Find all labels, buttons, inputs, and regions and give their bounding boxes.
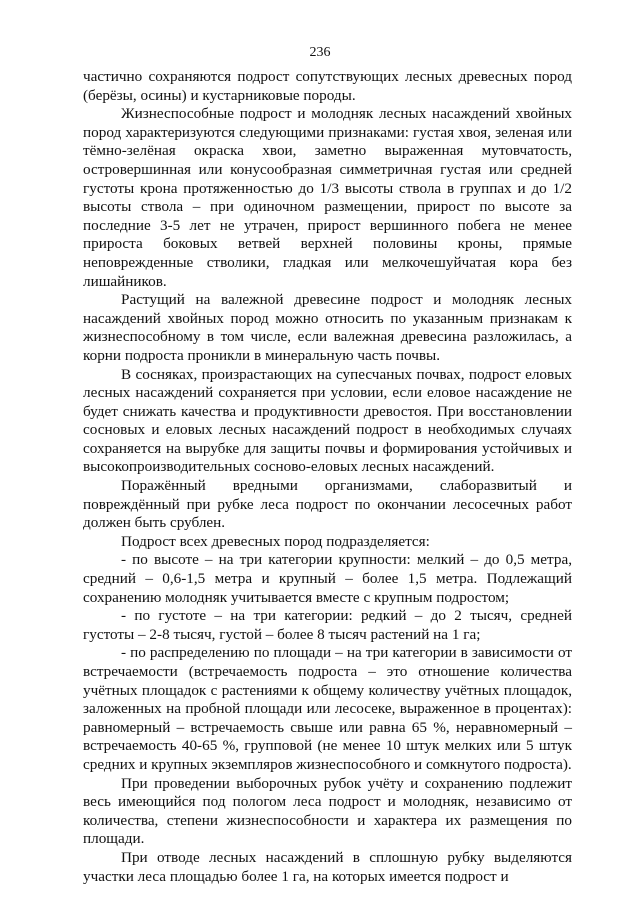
paragraph: При отводе лесных насаждений в сплошную рубку выделяются участки леса площадью более 1 га, на которых имеется подрост и (83, 848, 572, 885)
paragraph: При проведении выборочных рубок учёту и сохранению подлежит весь имеющийся под пологом леса подрост и молодняк, независимо от количества, степени жизнеспособности и характера их размещения по площади. (83, 774, 572, 848)
paragraph: Поражённый вредными организмами, слаборазвитый и повреждённый при рубке леса подрост по окончании лесосечных работ должен быть срублен. (83, 477, 572, 532)
body-text (83, 68, 572, 886)
list-item-paragraph: - по густоте – на три категории: редкий – до 2 тысяч, средней густоты – 2-8 тысяч, густой – более 8 тысяч растений на 1 га; (83, 607, 572, 643)
paragraph: Жизнеспособные подрост и молодняк лесных насаждений хвойных пород характеризуются следующими признаками: густая хвоя, зеленая или тёмно-зелёная окраска хвои, заметно выраженная мутовчатость, островершинная или конусообразная симметричная густая или средней густоты крона протяженностью до 1/3 высоты ствола в группах и до 1/2 высоты ствола – при одиночном размещении, прирост по высоте за последние 3-5 лет не утрачен, прирост вершинного побега не менее прироста боковых ветвей верхней половины кроны, прямые неповрежденные стволики, гладкая или мелкочешуйчатая кора без лишайников. (83, 105, 572, 290)
paragraph: В сосняках, произрастающих на супесчаных почвах, подрост еловых лесных насаждений сохраняется при условии, если еловое насаждение не будет снижать качества и продуктивности древостоя. При восстановлении сосновых и еловых лесных насаждений подрост в необходимых случаях сохраняется на вырубке для защиты почвы и формирования устойчивых и высокопроизводительных сосново-еловых лесных насаждений. (83, 365, 572, 476)
list-item-paragraph: - по высоте – на три категории крупности: мелкий – до 0,5 метра, средний – 0,6-1,5 метра и крупный – более 1,5 метра. Подлежащий сохранению молодняк учитывается вместе с крупным подростом; (83, 551, 572, 606)
list-item-paragraph: - по распределению по площади – на три категории в зависимости от встречаемости (встречаемость подроста – это отношение количества учётных площадок с растениями к общему количеству учётных площадок, заложенных на пробной площади или лесосеке, выраженное в процентах): равномерный – встречаемость свыше или равна 65 %, неравномерный – встречаемость 40-65 %, групповой (не менее 10 штук мелких или 5 штук средних и крупных экземпляров жизнеспособного и сомкнутого подроста). (83, 644, 572, 773)
paragraph: Растущий на валежной древесине подрост и молодняк лесных насаждений хвойных пород можно относить по указанным признакам к жизнеспособному в том числе, если валежная древесина разложилась, а корни подроста проникли в минеральную часть почвы. (83, 291, 572, 364)
paragraph: Подрост всех древесных пород подразделяется: (121, 532, 430, 550)
paragraph: частично сохраняются подрост сопутствующих лесных древесных пород (берёзы, осины) и кустарниковые породы. (83, 68, 572, 104)
page-number: 236 (309, 45, 331, 60)
